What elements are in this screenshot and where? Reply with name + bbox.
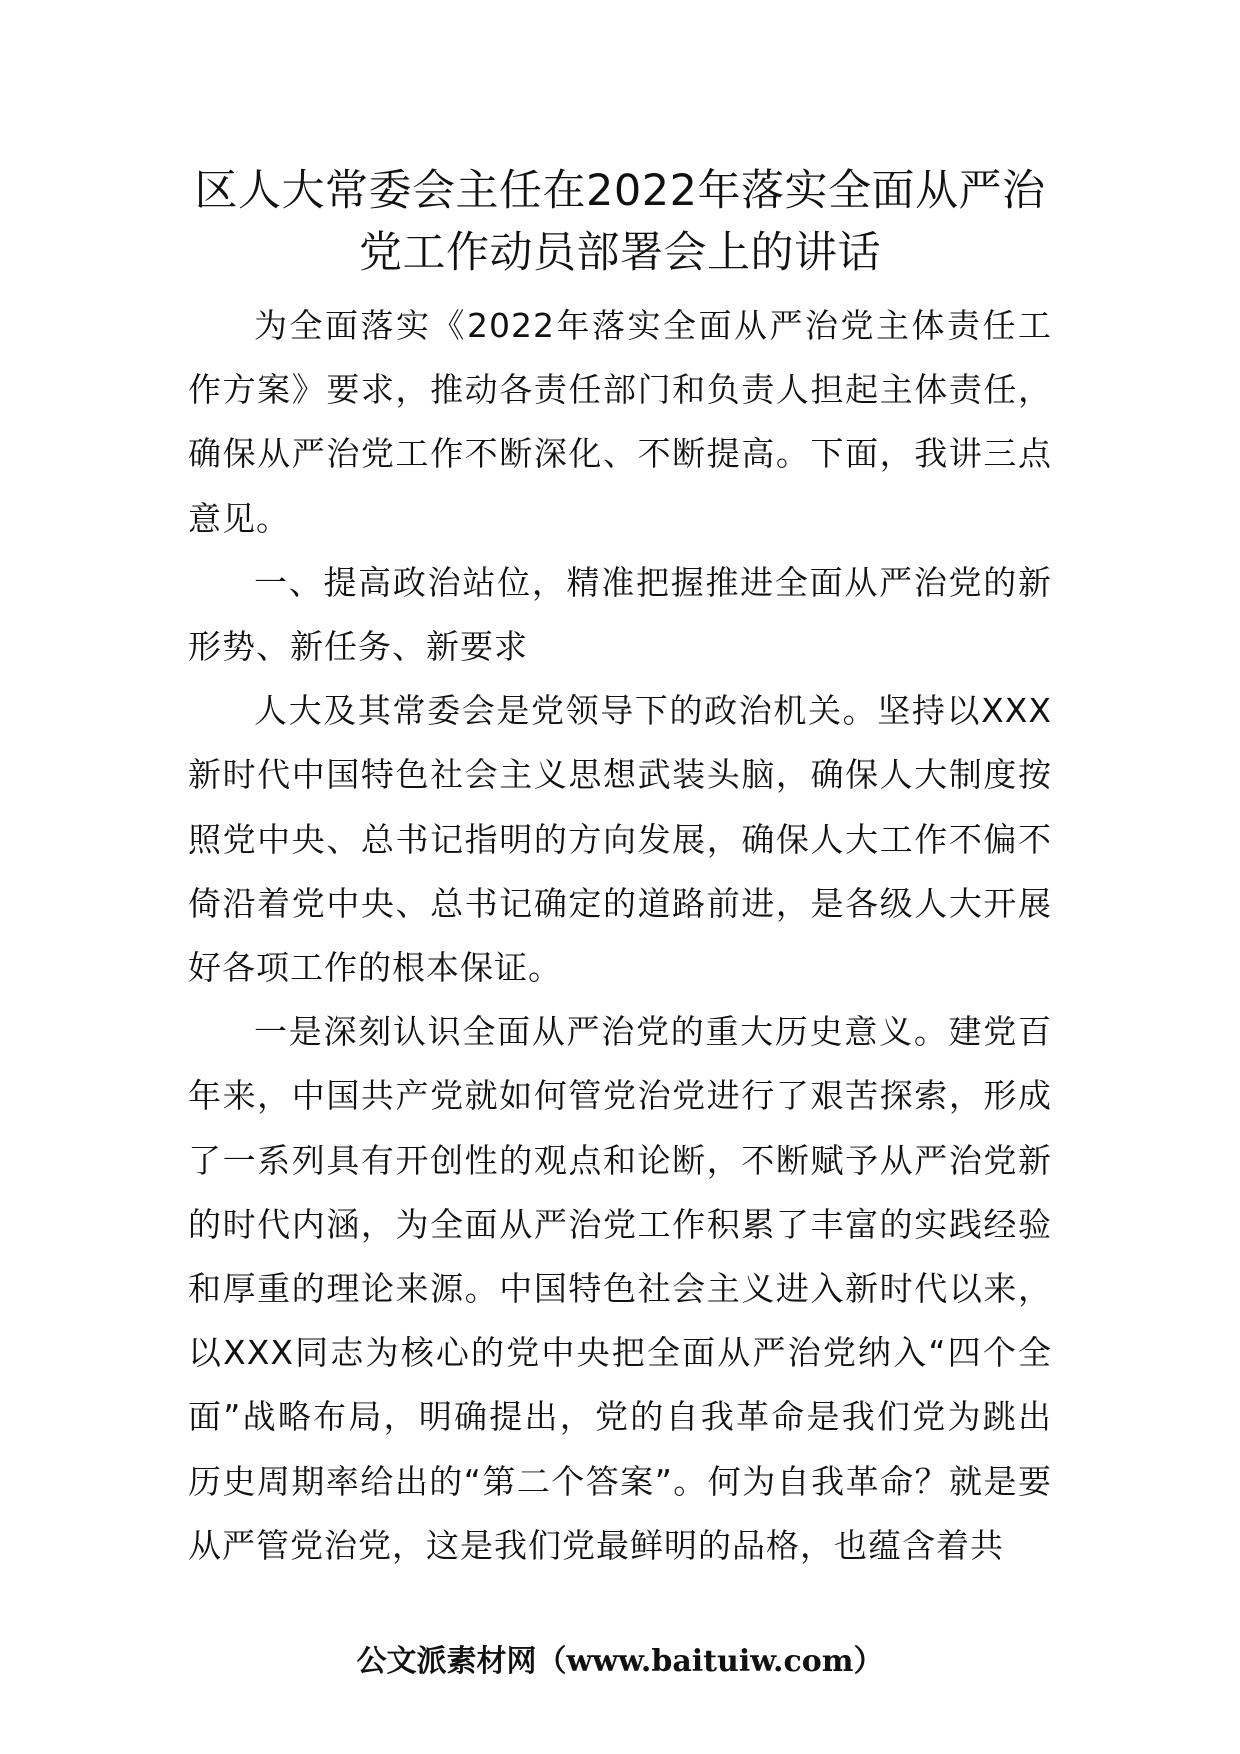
section-heading-one: 一、提高政治站位，精准把握推进全面从严治党的新形势、新任务、新要求: [188, 562, 1052, 667]
footer-watermark: 公文派素材网（www.baituiw.com）: [356, 1644, 884, 1679]
paragraph-npc-role: 人大及其常委会是党领导下的政治机关。坚持以XXX新时代中国特色社会主义思想武装头脑，确保人大制度按照党中央、总书记指明的方向发展，确保人大工作不偏不倚沿着党中央、总书记确定的道路前进，是各级人大开展好各项工作的根本保证。: [188, 691, 1052, 988]
document-body: [188, 294, 1052, 1578]
document-title: 区人大常委会主任在2022年落实全面从严治党工作动员部署会上的讲话: [194, 166, 1046, 278]
paragraph-intro: 为全面落实《2022年落实全面从严治党主体责任工作方案》要求，推动各责任部门和负责人担起主体责任，确保从严治党工作不断深化、不断提高。下面，我讲三点意见。: [188, 306, 1052, 538]
paragraph-point-one: 一是深刻认识全面从严治党的重大历史意义。建党百年来，中国共产党就如何管党治党进行了艰苦探索，形成了一系列具有开创性的观点和论断，不断赋予从严治党新的时代内涵，为全面从严治党工作积累了丰富的实践经验和厚重的理论来源。中国特色社会主义进入新时代以来，以XXX同志为核心的党中央把全面从严治党纳入“四个全面”战略布局，明确提出，党的自我革命是我们党为跳出历史周期率给出的“第二个答案”。何为自我革命？就是要从严管党治党，这是我们党最鲜明的品格，也蕴含着共: [188, 1012, 1052, 1565]
